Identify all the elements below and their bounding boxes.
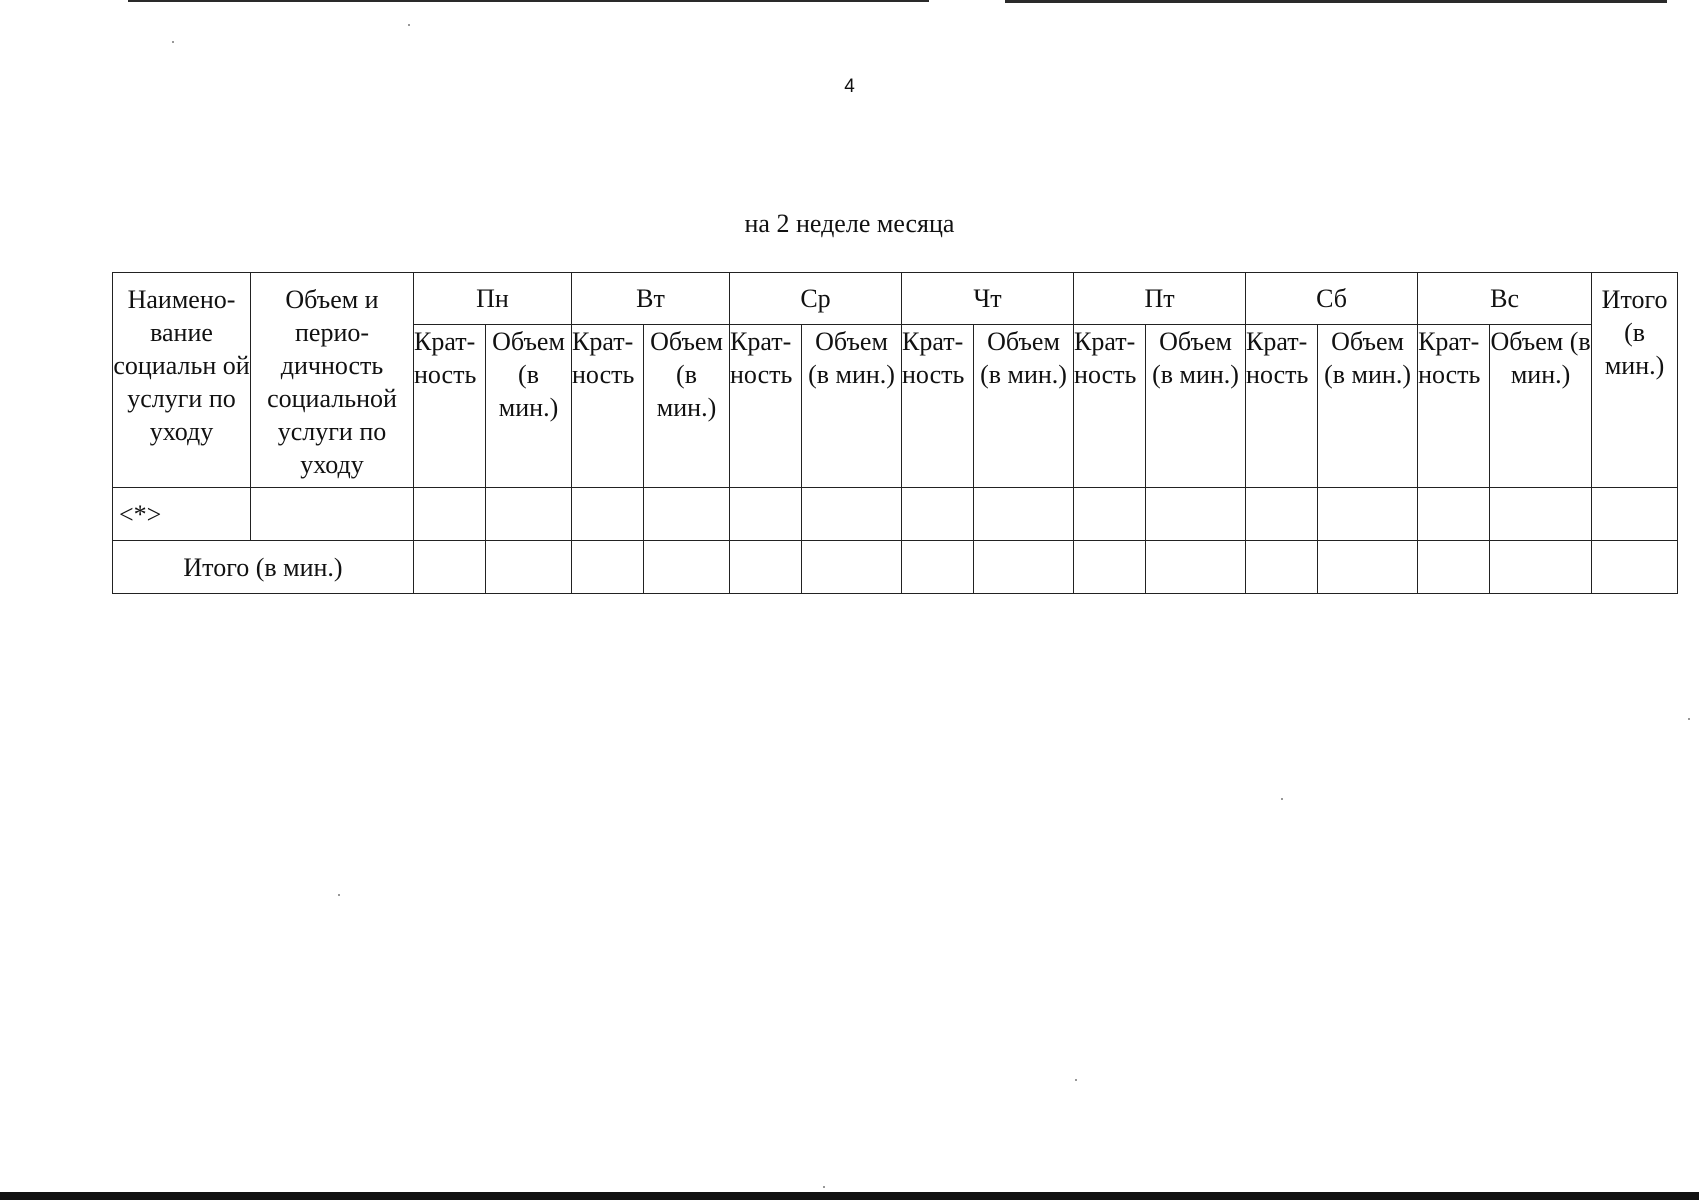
bottom-border-line [0,1192,1699,1200]
table-cell [730,541,802,594]
header-volume-minutes: Объем (в мин.) [486,325,572,488]
table-cell [1246,488,1318,541]
table-cell [1318,488,1418,541]
scan-speck [408,24,410,26]
table-cell [802,488,902,541]
table-cell [486,541,572,594]
header-frequency: Крат- ность [1246,325,1318,488]
row-marker: <*> [113,488,251,541]
scan-speck [823,1186,825,1188]
header-day-tue: Вт [572,273,730,325]
page-number: 4 [844,76,855,97]
table-cell [802,541,902,594]
header-frequency: Крат- ность [1074,325,1146,488]
table-cell [1592,488,1678,541]
table-cell [1490,541,1592,594]
header-frequency: Крат- ность [730,325,802,488]
header-frequency: Крат- ность [414,325,486,488]
scan-speck [1075,1079,1077,1081]
table-cell [974,488,1074,541]
header-volume-minutes: Объем (в мин.) [644,325,730,488]
header-day-sat: Сб [1246,273,1418,325]
table-row [113,488,1678,541]
table-cell [1592,541,1678,594]
scan-speck [1688,718,1690,720]
table-cell [1146,541,1246,594]
header-day-fri: Пт [1074,273,1246,325]
table-cell [414,488,486,541]
total-row-label: Итого (в мин.) [113,541,414,594]
header-volume-minutes: Объем (в мин.) [974,325,1074,488]
header-volume-minutes: Объем (в мин.) [1490,325,1592,488]
scan-speck [338,894,340,896]
header-frequency: Крат- ность [902,325,974,488]
table-cell [572,488,644,541]
table-cell [1318,541,1418,594]
table-cell [974,541,1074,594]
header-total: Итого (в мин.) [1592,273,1678,488]
table-cell [1074,541,1146,594]
table-cell [1418,488,1490,541]
table-cell [251,488,414,541]
table-title: на 2 неделе месяца [744,209,955,238]
table-cell [1418,541,1490,594]
header-volume-periodicity: Объем и перио- дичность социальной услуги по уходу [251,273,414,488]
header-day-sun: Вс [1418,273,1592,325]
header-day-wed: Ср [730,273,902,325]
table-cell [644,488,730,541]
scan-speck [1281,798,1283,800]
table-cell [1146,488,1246,541]
header-frequency: Крат- ность [572,325,644,488]
table-cell [414,541,486,594]
header-volume-minutes: Объем (в мин.) [1146,325,1246,488]
table-cell [486,488,572,541]
table-row-total [113,541,1678,594]
table-cell [902,488,974,541]
header-day-thu: Чт [902,273,1074,325]
table-cell [1246,541,1318,594]
schedule-table [112,272,1678,594]
table-cell [572,541,644,594]
top-border-line-left [128,0,929,2]
header-volume-minutes: Объем (в мин.) [802,325,902,488]
scan-speck [172,41,174,43]
header-service-name: Наимено- вание социальн ой услуги по уходу [113,273,251,488]
top-border-line-right [1005,0,1667,3]
header-frequency: Крат- ность [1418,325,1490,488]
table-cell [1490,488,1592,541]
table-cell [902,541,974,594]
table-cell [1074,488,1146,541]
header-volume-minutes: Объем (в мин.) [1318,325,1418,488]
table-cell [730,488,802,541]
table-cell [644,541,730,594]
header-day-mon: Пн [414,273,572,325]
